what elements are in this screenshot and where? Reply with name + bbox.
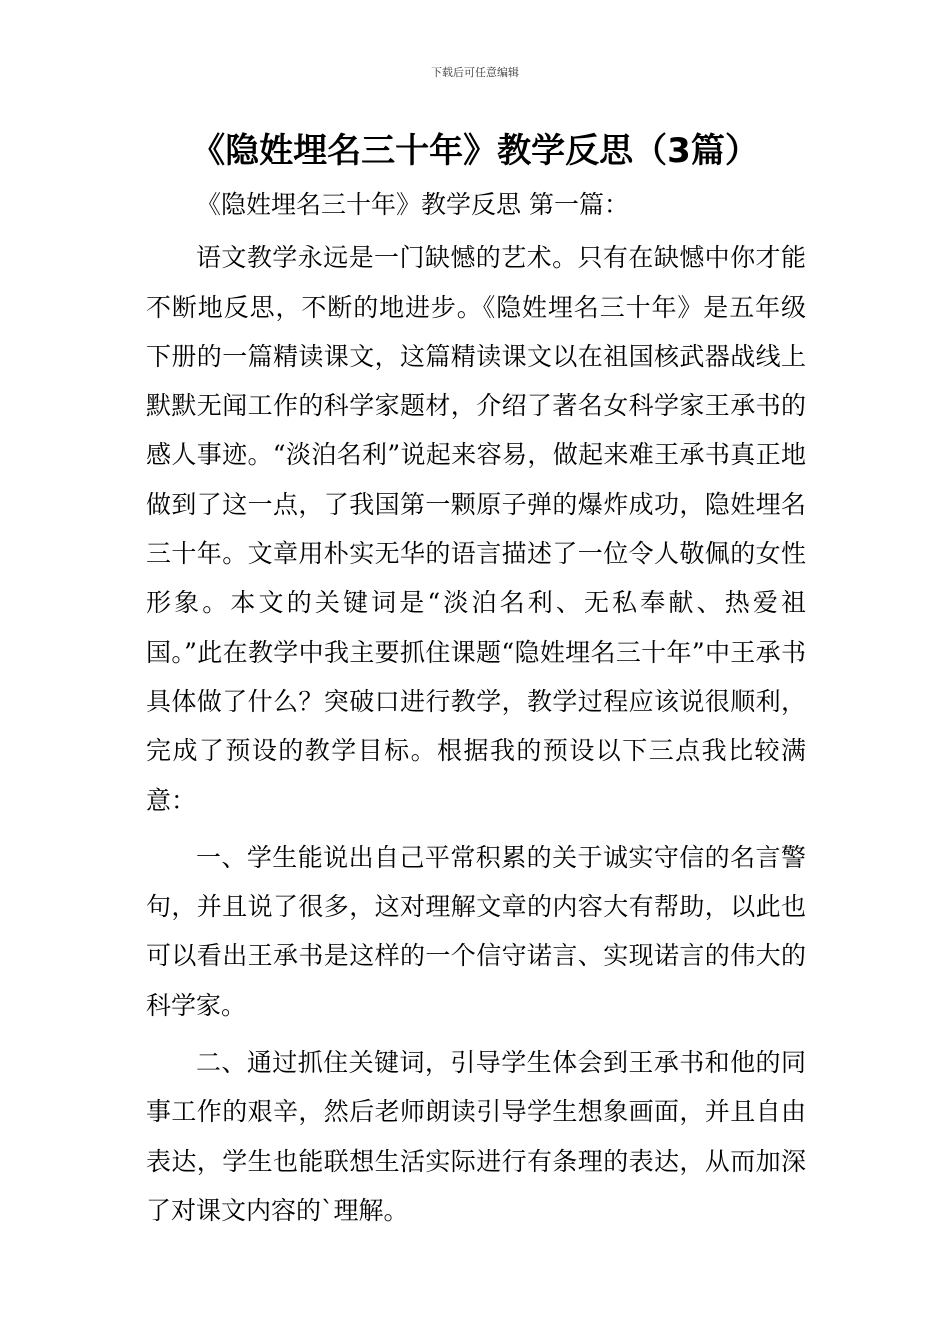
document-body	[146, 180, 806, 1235]
section-subtitle: 《隐姓埋名三十年》教学反思 第一篇：	[196, 190, 629, 219]
paragraph-point-two: 二、通过抓住关键词，引导学生体会到王承书和他的同事工作的艰辛，然后老师朗读引导学生想象画面，并且自由表达，学生也能联想生活实际进行有条理的表达，从而加深了对课文内容的`理解。	[146, 1048, 806, 1225]
document-title: 《隐姓埋名三十年》教学反思（3篇）	[191, 131, 759, 171]
paragraph-intro: 语文教学永远是一门缺憾的艺术。只有在缺憾中你才能不断地反思，不断的地进步。《隐姓埋名三十年》是五年级下册的一篇精读课文，这篇精读课文以在祖国核武器战线上默默无闻工作的科学家题材，介绍了著名女科学家王承书的感人事迹。“淡泊名利”说起来容易，做起来难王承书真正地做到了这一点，了我国第一颗原子弹的爆炸成功，隐姓埋名三十年。文章用朴实无华的语言描述了一位令人敬佩的女性形象。本文的关键词是“淡泊名利、无私奉献、热爱祖国。”此在教学中我主要抓住课题“隐姓埋名三十年”中王承书具体做了什么？突破口进行教学，教学过程应该说很顺利，完成了预设的教学目标。根据我的预设以下三点我比较满意：	[146, 243, 806, 815]
paragraph-point-one: 一、学生能说出自己平常积累的关于诚实守信的名言警句，并且说了很多，这对理解文章的内容大有帮助，以此也可以看出王承书是这样的一个信守诺言、实现诺言的伟大的科学家。	[146, 842, 806, 1020]
header-note: 下载后可任意编辑	[431, 66, 519, 79]
